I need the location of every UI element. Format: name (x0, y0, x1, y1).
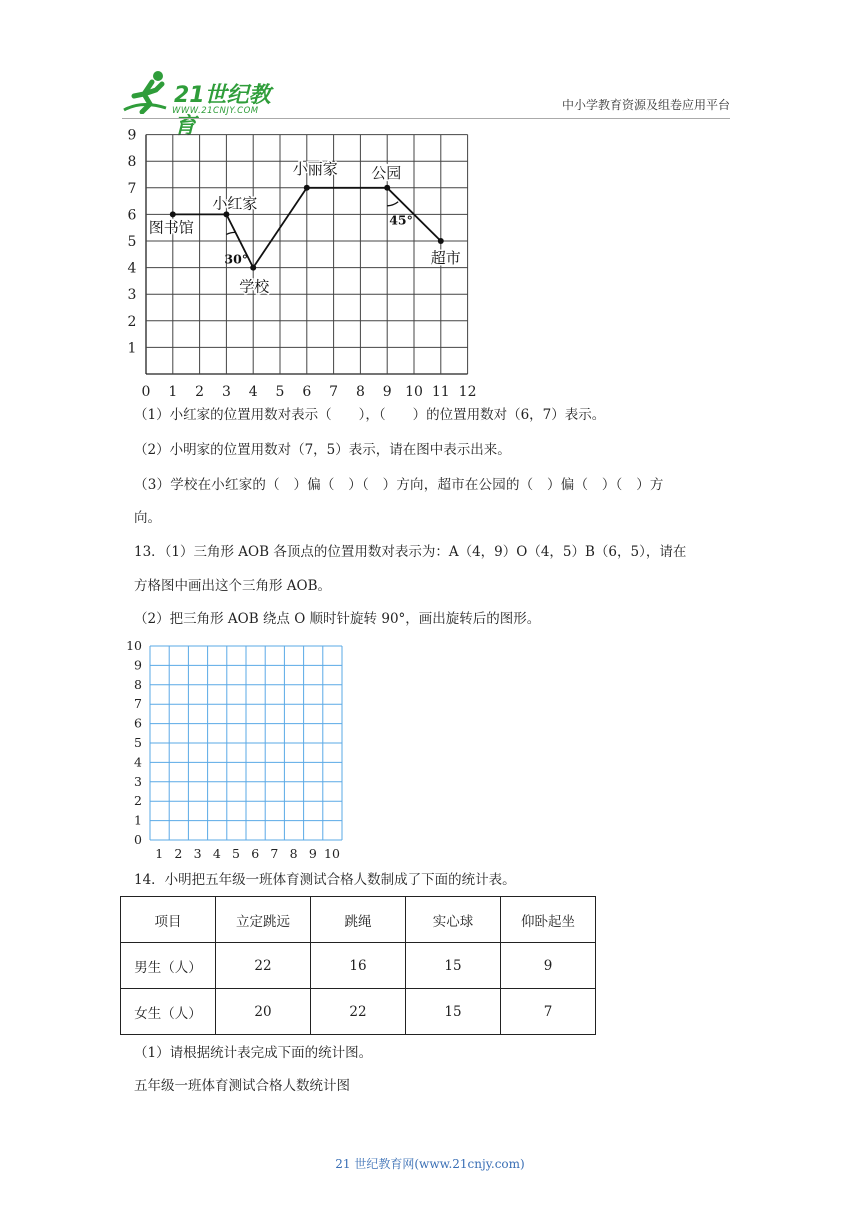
y-tick-label: 2 (134, 793, 142, 809)
y-tick-label: 6 (134, 715, 142, 731)
y-tick-label: 3 (134, 773, 142, 789)
x-tick-label: 11 (431, 384, 450, 400)
x-tick-label: 2 (174, 846, 183, 861)
x-tick-label: 7 (270, 846, 279, 861)
x-tick-label: 9 (382, 384, 392, 400)
table-cell: 女生（人） (121, 989, 216, 1035)
y-tick-label: 1 (127, 340, 137, 357)
chart-title: 五年级一班体育测试合格人数统计图 (134, 1078, 350, 1094)
angle-label: 30° (224, 251, 249, 267)
stats-table (120, 896, 596, 1035)
x-tick-label: 5 (232, 846, 240, 861)
footer-text: 21 世纪教育网(www.21cnjy.com) (335, 1157, 525, 1171)
y-tick-label: 5 (127, 234, 137, 250)
x-tick-label: 10 (324, 846, 340, 861)
x-tick-label: 1 (155, 846, 164, 861)
angle-arc-45 (387, 202, 398, 206)
table-cell: 16 (311, 943, 406, 989)
table-row (121, 943, 596, 989)
y-tick-label: 2 (127, 313, 137, 330)
x-tick-label: 10 (405, 384, 423, 400)
x-tick-label: 4 (248, 384, 258, 400)
table-header-cell: 仰卧起坐 (501, 897, 596, 943)
q13-line2: 方格图中画出这个三角形 AOB。 (134, 578, 332, 594)
table-cell: 15 (406, 943, 501, 989)
q12-line2: （2）小明家的位置用数对（7，5）表示，请在图中表示出来。 (134, 442, 511, 458)
y-tick-label: 8 (127, 154, 137, 171)
x-tick-label: 3 (193, 846, 202, 861)
x-tick-label: 0 (141, 384, 151, 400)
q12-line3: （3）学校在小红家的（ ）偏（ ）（ ）方向，超市在公园的（ ）偏（ ）（ ）方 (134, 477, 664, 493)
table-cell: 22 (216, 943, 311, 989)
x-tick-label: 9 (308, 846, 317, 861)
y-tick-label: 3 (127, 287, 137, 304)
map-point-label: 小红家 (212, 194, 258, 213)
table-cell: 20 (216, 989, 311, 1035)
y-tick-label: 7 (127, 180, 137, 197)
q14-intro: 14．小明把五年级一班体育测试合格人数制成了下面的统计表。 (134, 872, 516, 888)
map-point-label: 学校 (239, 277, 270, 296)
table-header-row (121, 897, 596, 943)
x-tick-label: 2 (195, 384, 205, 400)
map-point (438, 238, 444, 244)
map-point-label: 小丽家 (292, 159, 338, 178)
triangle-grid-ticks (126, 638, 340, 861)
table-cell: 15 (406, 989, 501, 1035)
header-divider (122, 118, 730, 119)
q12-line4: 向。 (134, 510, 161, 526)
table-header-cell: 项目 (121, 897, 216, 943)
q13-line3: （2）把三角形 AOB 绕点 O 顺时针旋转 90°，画出旋转后的图形。 (134, 611, 541, 627)
x-tick-label: 1 (168, 384, 178, 400)
table-cell: 男生（人） (121, 943, 216, 989)
y-tick-label: 5 (134, 735, 142, 750)
map-point (170, 211, 176, 217)
angle-arc-30 (226, 232, 235, 234)
y-tick-label: 9 (134, 657, 142, 673)
x-tick-label: 6 (302, 384, 312, 400)
runner-logo-icon (122, 70, 172, 114)
x-tick-label: 7 (329, 384, 339, 400)
table-cell: 22 (311, 989, 406, 1035)
triangle-grid (118, 634, 358, 866)
y-tick-label: 7 (134, 696, 142, 712)
logo-text: 21世纪教育 (174, 83, 271, 139)
header-platform-text: 中小学教育资源及组卷应用平台 (561, 98, 730, 112)
y-tick-label: 6 (127, 207, 137, 224)
triangle-grid-lines (150, 646, 342, 840)
map-point-label: 超市 (430, 249, 461, 267)
table-row (121, 989, 596, 1035)
map-point (384, 185, 390, 191)
map-point-label: 公园 (371, 163, 402, 182)
x-tick-label: 6 (251, 846, 260, 861)
x-tick-label: 5 (275, 384, 285, 400)
table-header-cell: 立定跳远 (216, 897, 311, 943)
table-header-cell: 跳绳 (311, 897, 406, 943)
q14-sub1: （1）请根据统计表完成下面的统计图。 (134, 1045, 373, 1061)
table-cell: 7 (501, 989, 596, 1035)
y-tick-label: 9 (127, 128, 137, 144)
x-tick-label: 3 (221, 384, 231, 400)
y-tick-label: 4 (134, 754, 142, 770)
y-tick-label: 8 (134, 676, 142, 692)
y-tick-label: 4 (127, 260, 137, 277)
y-tick-label: 0 (134, 832, 142, 847)
logo (122, 70, 292, 139)
y-tick-label: 10 (126, 638, 142, 653)
logo-sub-text: WWW.21CNJY.COM (172, 106, 259, 116)
table-cell: 9 (501, 943, 596, 989)
table-header-cell: 实心球 (406, 897, 501, 943)
q13-line1: 13．（1）三角形 AOB 各顶点的位置用数对表示为：A（4，9）O（4，5）B（6，5），请在 (134, 544, 687, 560)
y-tick-label: 1 (134, 812, 142, 828)
position-map-chart (110, 128, 490, 403)
x-tick-label: 4 (212, 846, 221, 861)
x-tick-label: 8 (289, 846, 298, 861)
x-tick-label: 12 (458, 384, 477, 400)
map-point (250, 265, 256, 271)
map-point-label: 图书馆 (148, 218, 194, 237)
map-point (304, 185, 310, 191)
angle-label: 45° (389, 212, 413, 228)
q12-line1: （1）小红家的位置用数对表示（ ），（ ）的位置用数对（6，7）表示。 (134, 407, 606, 423)
x-tick-label: 8 (355, 384, 365, 400)
